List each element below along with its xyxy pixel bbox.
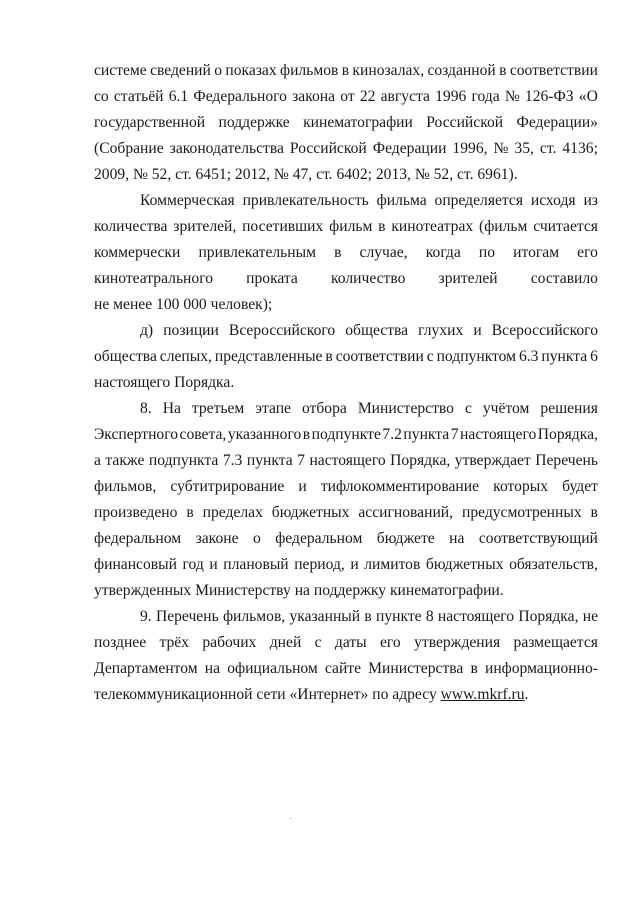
text-line (94, 136, 598, 162)
text-line (94, 318, 598, 344)
word: рабочих (202, 634, 257, 651)
word: 6.1 (168, 88, 189, 105)
word: соответствии (509, 62, 598, 79)
word: даты (334, 634, 367, 651)
word: субтитрирование (170, 478, 285, 495)
word: На (162, 400, 181, 417)
word: будет (562, 478, 598, 495)
text-line (94, 526, 598, 552)
word: из (583, 192, 598, 209)
word: отбора (301, 400, 347, 417)
text-line (94, 422, 598, 448)
word: сведений (150, 62, 211, 79)
word: утверждения (414, 634, 501, 651)
word: настоящего (309, 452, 386, 469)
word: финансовый (94, 556, 177, 573)
text-line (94, 84, 598, 110)
word: дней (269, 634, 302, 651)
word: в (378, 218, 386, 235)
word: № (504, 88, 520, 105)
word: кинотеатрах (391, 218, 474, 235)
line-text: утвержденных Министерству на поддержку кинематографии. (94, 582, 504, 599)
word: в (364, 608, 372, 625)
word: настоящего (460, 426, 537, 443)
word: фильмов, (94, 478, 157, 495)
word: пункта (403, 426, 450, 443)
word: № (493, 140, 509, 157)
word: с (314, 634, 322, 651)
word: закона (292, 88, 336, 105)
text-line (94, 266, 598, 292)
document-body (94, 58, 598, 708)
text-line (94, 344, 598, 370)
word: случае, (359, 244, 408, 261)
word: со (94, 88, 109, 105)
word: кинозалах, (352, 62, 425, 79)
word: тифлокомментирование (320, 478, 480, 495)
word: Федерации (372, 140, 447, 157)
word: Министерства (368, 660, 464, 677)
word: подпунктом (436, 348, 517, 365)
word: учётом (482, 400, 530, 417)
word: пункте (376, 608, 422, 625)
word: а (94, 452, 101, 469)
word: Экспертного (94, 426, 179, 443)
word: на (204, 660, 221, 677)
word: составило (530, 270, 598, 287)
word: произведено (94, 504, 178, 521)
word: настоящего (437, 608, 515, 625)
word: бюджетных (271, 504, 350, 521)
text-line (94, 448, 598, 474)
word: в (470, 660, 478, 677)
word: глухих (418, 322, 464, 339)
word: указанного (227, 426, 302, 443)
text-line (94, 162, 598, 188)
word: слепых, (159, 348, 212, 365)
text-line (94, 604, 598, 630)
word: с (464, 400, 472, 417)
word: и (473, 322, 482, 339)
word: 35, (514, 140, 534, 157)
word: Департаментом (94, 660, 198, 677)
line-text: настоящего Порядка. (94, 374, 235, 391)
word: его (577, 244, 598, 261)
word: (фильм (479, 218, 528, 235)
word: зрителей (438, 270, 498, 287)
word: 7.3 (222, 452, 243, 469)
word: 6.3 (518, 348, 539, 365)
word: ст. (539, 140, 557, 157)
line-tail: . (524, 686, 529, 703)
word: указанный (289, 608, 361, 625)
word: фильмов, (222, 608, 286, 625)
word: представленные (214, 348, 323, 365)
word: утверждает (454, 452, 531, 469)
word: привлекательным (198, 244, 316, 261)
word: Порядка, (537, 426, 598, 443)
word: этапе (255, 400, 291, 417)
word: Всероссийского (491, 322, 598, 339)
word: размещается (513, 634, 598, 651)
text-line (94, 578, 598, 604)
word: его (380, 634, 401, 651)
word: исходя (530, 192, 576, 209)
paragraph-item-9 (94, 604, 598, 708)
word: когда (425, 244, 461, 261)
word: определяется (434, 192, 524, 209)
word: пункта (246, 452, 293, 469)
paragraph-item-8 (94, 396, 598, 604)
text-line (94, 110, 598, 136)
word: подпункта (148, 452, 219, 469)
word: 4136; (562, 140, 598, 157)
text-line (94, 552, 598, 578)
word: 7 (450, 426, 459, 443)
word: сайте (324, 660, 362, 677)
word: третьем (191, 400, 245, 417)
word: о (252, 530, 261, 547)
word: период, (294, 556, 345, 573)
word: в (334, 244, 342, 261)
word: Федерального (193, 88, 287, 105)
word: в (341, 62, 350, 79)
text-line (94, 656, 598, 682)
word: от (340, 88, 355, 105)
text-line (94, 188, 598, 214)
word: фильм (329, 218, 373, 235)
word: позиции (163, 322, 219, 339)
word: статьёй (113, 88, 164, 105)
word: в (325, 348, 333, 365)
word: д) (140, 322, 154, 339)
word: Всероссийского (228, 322, 336, 339)
scan-speck (290, 818, 291, 819)
word: трёх (159, 634, 190, 651)
word: 7.2 (382, 426, 402, 443)
text-line (94, 682, 598, 708)
text-line (94, 58, 598, 84)
word: количество (330, 270, 406, 287)
word: в (186, 504, 194, 521)
word: подпункте (311, 426, 381, 443)
word: ассигнований, (358, 504, 454, 521)
word: в (590, 504, 598, 521)
text-line (94, 240, 598, 266)
word: год (182, 556, 204, 573)
word: Федерации» (516, 114, 598, 131)
text-line (94, 630, 598, 656)
word: созданной (427, 62, 496, 79)
word: на (449, 530, 465, 547)
word: федеральном (275, 530, 363, 547)
word: официальном (227, 660, 318, 677)
word: 1996 (435, 88, 467, 105)
word: итогам (513, 244, 560, 261)
word: Порядка, (518, 608, 579, 625)
line-text: не менее 100 000 человек); (94, 296, 273, 313)
word: пункта (541, 348, 588, 365)
word: в (302, 426, 311, 443)
word: федеральном (94, 530, 182, 547)
word: привлекательность (242, 192, 369, 209)
word: Порядка, (390, 452, 451, 469)
website-link[interactable]: www.mkrf.ru (440, 686, 525, 703)
word: поддержке (218, 114, 290, 131)
word: законе (195, 530, 239, 547)
word: Коммерческая (140, 192, 235, 209)
word: фильмов (279, 62, 339, 79)
line-text: 2009, № 52, ст. 6451; 2012, № 47, ст. 6402; 2013, № 52, ст. 6961). (94, 166, 518, 183)
word: Российской (426, 114, 504, 131)
word: «О (578, 88, 598, 105)
word: 126-ФЗ (524, 88, 574, 105)
word: (Собрание (94, 140, 164, 157)
paragraph-item-d (94, 318, 598, 396)
word: 6 (590, 348, 598, 365)
word: зрителей, (173, 218, 237, 235)
word: плановый (223, 556, 289, 573)
word: Перечень (155, 608, 219, 625)
word: количества (94, 218, 168, 235)
text-line (94, 474, 598, 500)
word: о (214, 62, 223, 79)
word: 22 (359, 88, 376, 105)
word: считается (533, 218, 598, 235)
word: общества (345, 322, 409, 339)
word: информационно- (484, 660, 598, 677)
word: не (582, 608, 598, 625)
word: по (478, 244, 496, 261)
word: предусмотренных (461, 504, 582, 521)
word: года (471, 88, 500, 105)
word: и (209, 556, 218, 573)
word: бюджете (376, 530, 435, 547)
paragraph-continuation (94, 58, 598, 188)
word: общества (94, 348, 157, 365)
word: 8 (425, 608, 434, 625)
word: показах (225, 62, 277, 79)
text-line (94, 214, 598, 240)
text-line (94, 500, 598, 526)
word: бюджетных (425, 556, 504, 573)
word: и (350, 556, 359, 573)
word: законодательства (169, 140, 284, 157)
text-line (94, 396, 598, 422)
word: которых (493, 478, 549, 495)
word: посетивших (242, 218, 324, 235)
word: также (105, 452, 145, 469)
paragraph-commercial (94, 188, 598, 318)
word: и (298, 478, 307, 495)
word: в (499, 62, 507, 79)
word: кинотеатрального (94, 270, 214, 287)
text-line (94, 370, 598, 396)
word: соответствии (335, 348, 424, 365)
word: обязательств, (509, 556, 598, 573)
word: августа (380, 88, 430, 105)
word: совета, (179, 426, 227, 443)
text-line (94, 292, 598, 318)
word: 9. (140, 608, 152, 625)
word: пределах (202, 504, 263, 521)
word: Министерство (357, 400, 454, 417)
word: коммерчески (94, 244, 181, 261)
word: проката (246, 270, 298, 287)
word: 1996, (452, 140, 488, 157)
word: 8. (140, 400, 152, 417)
word: фильма (376, 192, 427, 209)
word: решения (540, 400, 598, 417)
word: соответствующий (478, 530, 598, 547)
word: Российской (289, 140, 367, 157)
line-text: телекоммуникационной сети «Интернет» по адресу (94, 686, 441, 703)
word: лимитов (364, 556, 421, 573)
word: Перечень (535, 452, 598, 469)
word: позднее (94, 634, 147, 651)
word: кинематографии (303, 114, 413, 131)
word: государственной (94, 114, 206, 131)
word: системе (94, 62, 147, 79)
word: 7 (297, 452, 305, 469)
word: с (426, 348, 434, 365)
